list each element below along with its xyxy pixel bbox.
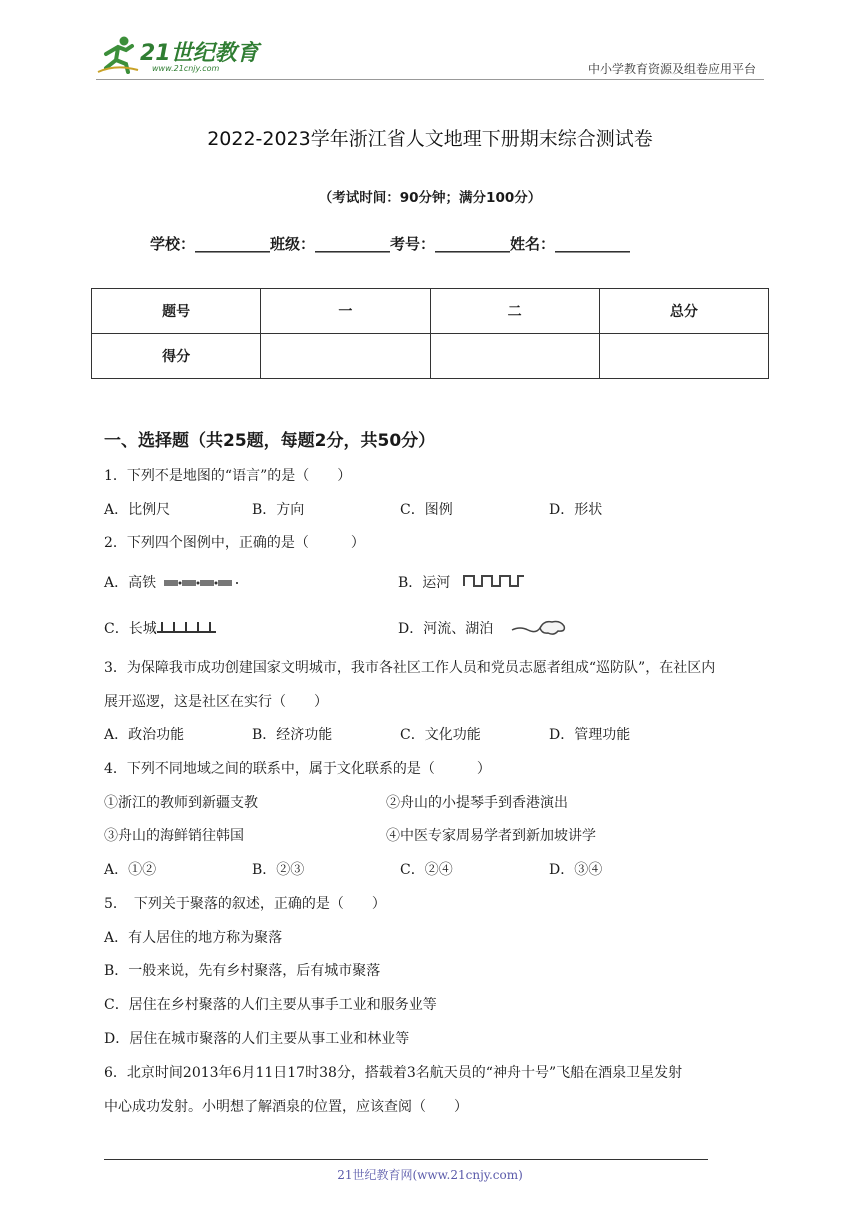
question-3-stem-continued: 展开巡逻，这是社区在实行（ ） (104, 694, 328, 710)
question-4-item: ③舟山的海鲜销往韩国 (104, 828, 244, 844)
river-lake-legend-icon (510, 616, 568, 638)
question-5-option-a: A．有人居住的地方称为聚落 (104, 930, 283, 946)
score-table (91, 288, 769, 379)
question-5-option-c: C．居住在乡村聚落的人们主要从事手工业和服务业等 (104, 997, 437, 1013)
logo-text: 21世纪教育 (140, 41, 259, 66)
score-table-header-cell: 二 (430, 289, 599, 334)
runner-logo-icon (96, 34, 140, 74)
page-title: 2022-2023学年浙江省人文地理下册期末综合测试卷 (207, 128, 653, 150)
score-table-header-cell: 一 (261, 289, 430, 334)
header-platform-text: 中小学教育资源及组卷应用平台 (587, 62, 756, 76)
high-speed-rail-legend-icon (162, 576, 240, 590)
question-6-stem: 6．北京时间2013年6月11日17时38分，搭载着3名航天员的“神舟十号”飞船在酒泉卫星发射 (104, 1065, 683, 1081)
footer-divider (104, 1159, 708, 1160)
question-3-option-a: A．政治功能 (104, 727, 185, 743)
exam-info: （考试时间：90分钟；满分100分） (318, 190, 542, 206)
question-4-option-a: A．①② (104, 862, 157, 878)
question-4-item: ④中医专家周易学者到新加坡讲学 (386, 828, 596, 844)
question-5-stem: 5． 下列关于聚落的叙述，正确的是（ ） (104, 896, 386, 912)
score-table-row-label: 得分 (92, 334, 261, 379)
site-logo (96, 34, 266, 80)
footer-text: 21世纪教育网(www.21cnjy.com) (337, 1168, 523, 1182)
question-5-option-d: D．居住在城市聚落的人们主要从事工业和林业等 (104, 1031, 410, 1047)
question-3-stem: 3．为保障我市成功创建国家文明城市，我市各社区工作人员和党员志愿者组成“巡防队”，在社区内 (104, 660, 716, 676)
question-4-option-c: C．②④ (400, 862, 453, 878)
canal-legend-icon (462, 572, 526, 590)
question-1-option-c: C．图例 (400, 502, 453, 518)
question-3-option-c: C．文化功能 (400, 727, 481, 743)
header-divider (96, 79, 764, 80)
question-4-item: ①浙江的教师到新疆支教 (104, 795, 258, 811)
question-3-option-b: B．经济功能 (252, 727, 333, 743)
question-2-option-d: D．河流、湖泊 (398, 621, 494, 637)
score-table-header-cell: 总分 (599, 289, 768, 334)
question-1-option-b: B．方向 (252, 502, 305, 518)
question-4-item: ②舟山的小提琴手到香港演出 (386, 795, 568, 811)
score-table-header-row (92, 289, 769, 334)
score-cell (261, 334, 430, 379)
question-2-option-b: B．运河 (398, 575, 451, 591)
logo-url: www.21cnjy.com (152, 64, 220, 73)
score-table-header-cell: 题号 (92, 289, 261, 334)
score-table-row (92, 334, 769, 379)
question-3-option-d: D．管理功能 (549, 727, 631, 743)
question-2-option-a: A．高铁 (104, 575, 157, 591)
question-1-option-d: D．形状 (549, 502, 603, 518)
question-1-stem: 1．下列不是地图的“语言”的是（ ） (104, 468, 352, 484)
score-cell (430, 334, 599, 379)
question-2-option-c: C．长城 (104, 621, 157, 637)
great-wall-legend-icon (156, 618, 218, 636)
question-2-stem: 2．下列四个图例中，正确的是（ ） (104, 535, 365, 551)
section-heading: 一、选择题（共25题，每题2分，共50分） (104, 431, 436, 451)
question-4-stem: 4．下列不同地域之间的联系中，属于文化联系的是（ ） (104, 761, 491, 777)
question-1-option-a: A．比例尺 (104, 502, 171, 518)
student-info-line: 学校：__________班级：__________考号：__________姓名：__________ (150, 235, 631, 253)
question-4-option-d: D．③④ (549, 862, 603, 878)
score-cell (599, 334, 768, 379)
question-6-stem-continued: 中心成功发射。小明想了解酒泉的位置，应该查阅（ ） (104, 1099, 468, 1115)
question-4-option-b: B．②③ (252, 862, 305, 878)
question-5-option-b: B．一般来说，先有乡村聚落，后有城市聚落 (104, 963, 381, 979)
